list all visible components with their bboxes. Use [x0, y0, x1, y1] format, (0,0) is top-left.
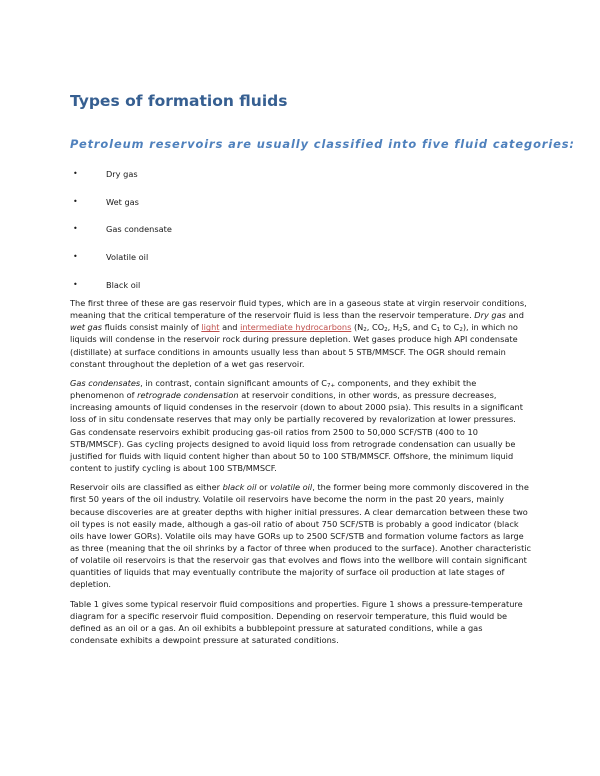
- list-item-text: Volatile oil: [106, 252, 149, 263]
- text-run: , CO: [366, 322, 385, 333]
- text-run: , in contrast, contain significant amounts of C: [140, 377, 327, 388]
- text-run: ), in which no liquids will condense in the reservoir rock during pressure depletion. Wet gases produce high API condensate (distillate) at surface conditions in amounts usually less than about 5 STB/MMSCF. The OGR should remain constant throughout the depletion of a wet gas reservoir.: [70, 322, 518, 369]
- text-run: and: [505, 310, 524, 321]
- list-item-text: Gas condensate: [106, 224, 172, 235]
- bullet-marker: •: [73, 169, 78, 178]
- page-subtitle: Petroleum reservoirs are usually classified into five fluid categories:: [70, 137, 575, 151]
- page-title: Types of formation fluids: [70, 92, 288, 110]
- term-wet-gas: wet gas: [70, 322, 103, 333]
- text-run: Reservoir oils are classified as either: [70, 482, 223, 493]
- paragraph-gas-condensates: [70, 377, 532, 474]
- text-run: components, and they exhibit the phenomenon of: [70, 377, 477, 401]
- text-run: fluids consist mainly of: [102, 322, 202, 333]
- bullet-marker: •: [73, 196, 78, 206]
- paragraph-table-figure: Table 1 gives some typical reservoir fluid compositions and properties. Figure 1 shows a pressure-temperature diagram for a specific reservoir fluid composition. Depending on reservoir temperature, this fluid would be defined as an oil or a gas. An oil exhibits a bubblepoint pressure at saturated conditions, while a gas condensate exhibits a dewpoint pressure at saturated conditions.: [70, 598, 523, 646]
- term-black-oil: black oil: [222, 482, 257, 493]
- subscript: 1: [436, 327, 441, 334]
- text-run: to C: [440, 322, 460, 333]
- text-run: or: [256, 482, 271, 493]
- link-intermediate-hydrocarbons[interactable]: intermediate hydrocarbons: [240, 322, 352, 333]
- text-run: , H: [387, 322, 400, 333]
- bullet-marker: •: [73, 252, 78, 262]
- bullet-marker: •: [73, 279, 78, 289]
- term-retrograde-condensation: retrograde condensation: [137, 390, 239, 401]
- bullet-marker: •: [73, 224, 78, 234]
- subscript: 2: [384, 327, 388, 334]
- list-item-text: Black oil: [106, 279, 141, 290]
- link-light[interactable]: light: [201, 322, 220, 333]
- term-gas-condensates: Gas condensates: [70, 377, 141, 388]
- text-run: and: [219, 322, 241, 333]
- subscript: 2: [363, 327, 367, 334]
- subscript: 2: [399, 327, 403, 334]
- paragraph-reservoir-oils: [70, 481, 532, 590]
- subscript: 7+: [326, 382, 336, 389]
- list-item-text: Wet gas: [106, 196, 139, 207]
- text-run: (N: [351, 322, 364, 333]
- paragraph-gas-types: [70, 297, 532, 370]
- subscript: 2: [459, 327, 463, 334]
- text-run: S, and C: [402, 322, 437, 333]
- text-run: , the former being more commonly discovered in the first 50 years of the oil industry. Volatile oil reservoirs have become the norm in the past 20 years, mainly because discoveries are at greater depths with higher initial pressures. A clear demarcation between these two oil types is not easily made, although a gas-oil ratio of about 750 SCF/STB is probably a good indicator (black oils have lower GORs). Volatile oils may have GORs up to 2500 SCF/STB and formation volume factors as large as three (meaning that the oil shrinks by a factor of three when produced to the surface). Another characteristic of volatile oil reservoirs is that the reservoir gas that evolves and flows into the wellbore will contain significant quantities of liquids that may eventually contribute the majority of surface oil production at late stages of depletion.: [70, 482, 532, 590]
- term-volatile-oil: volatile oil: [270, 482, 313, 493]
- document-body: [70, 297, 532, 653]
- list-item-text: Dry gas: [106, 169, 138, 179]
- text-run: at reservoir conditions, in other words, as pressure decreases, increasing amounts of liquid condenses in the reservoir (down to about 2000 psia). This results in a significant loss of in situ condensate reserves that may only be partially recovered by revalorization at lower pressures. Gas condensate reservoirs exhibit producing gas-oil ratios from 2500 to 50,000 SCF/STB (400 to 10 STB/MMSCF). Gas cycling projects designed to avoid liquid loss from retrograde condensation can usually be justified for fluids with liquid content higher than about 50 to 100 STB/MMSCF. Offshore, the minimum liquid content to justify cycling is about 100 STB/MMSCF.: [70, 390, 523, 474]
- text-run: The first three of these are gas reservoir fluid types, which are in a gaseous state at virgin reservoir conditions, meaning that the critical temperature of the reservoir fluid is less than the reservoir temperature.: [70, 298, 527, 321]
- term-dry-gas: Dry gas: [474, 310, 506, 321]
